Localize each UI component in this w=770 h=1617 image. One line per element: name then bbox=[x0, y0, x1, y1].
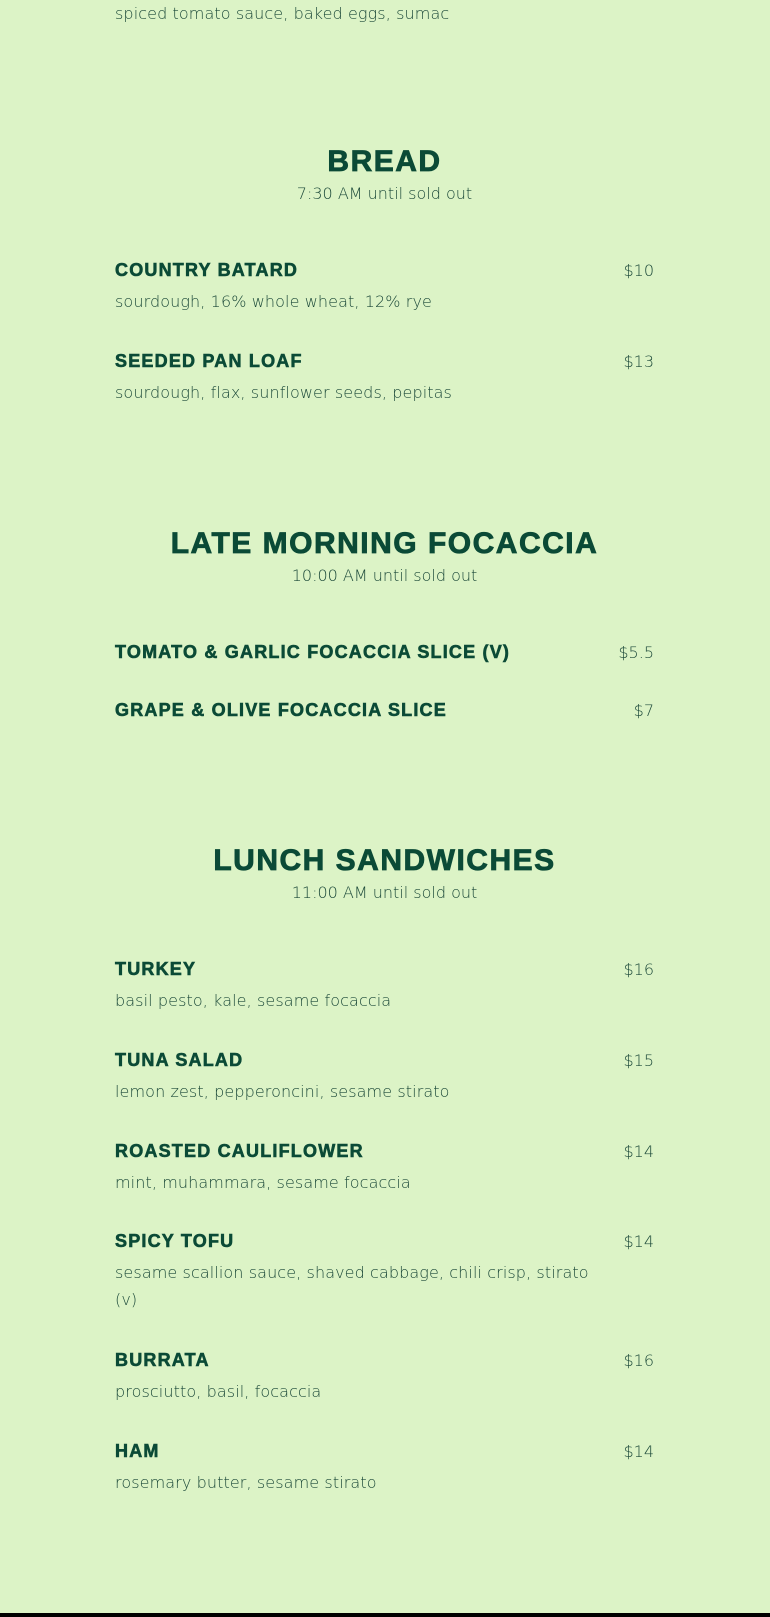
menu-item bbox=[115, 640, 654, 665]
menu-item bbox=[115, 698, 654, 723]
item-description: sourdough, flax, sunflower seeds, pepitas bbox=[115, 383, 452, 402]
item-price: $10 bbox=[623, 261, 654, 280]
item-name: GRAPE & OLIVE FOCACCIA SLICE bbox=[115, 700, 447, 720]
item-name: BURRATA bbox=[115, 1350, 210, 1370]
section-hours: 10:00 AM until sold out bbox=[291, 566, 478, 585]
section-hours: 11:00 AM until sold out bbox=[291, 883, 478, 902]
section-title: LUNCH SANDWICHES bbox=[213, 844, 556, 877]
menu-item bbox=[115, 1348, 654, 1405]
item-description: rosemary butter, sesame stirato bbox=[115, 1473, 377, 1492]
menu-item bbox=[115, 1139, 654, 1196]
bottom-edge-bar bbox=[0, 1613, 770, 1617]
item-name: SEEDED PAN LOAF bbox=[115, 351, 303, 371]
section-hours: 7:30 AM until sold out bbox=[296, 184, 473, 203]
item-name: HAM bbox=[115, 1441, 160, 1461]
item-price: $15 bbox=[623, 1051, 654, 1070]
item-name: TURKEY bbox=[115, 959, 197, 979]
menu-item bbox=[115, 1048, 654, 1105]
section-bread bbox=[115, 145, 654, 402]
item-name: COUNTRY BATARD bbox=[115, 260, 299, 280]
item-name: TOMATO & GARLIC FOCACCIA SLICE (V) bbox=[115, 642, 511, 662]
item-price: $13 bbox=[623, 352, 654, 371]
section-title: LATE MORNING FOCACCIA bbox=[170, 527, 599, 560]
item-price: $16 bbox=[623, 960, 654, 979]
item-price: $16 bbox=[623, 1351, 654, 1370]
section-late-morning-focaccia bbox=[115, 527, 654, 720]
menu-item bbox=[115, 1229, 654, 1313]
item-name: ROASTED CAULIFLOWER bbox=[115, 1141, 364, 1161]
item-price: $14 bbox=[623, 1232, 654, 1251]
item-name: SPICY TOFU bbox=[115, 1231, 235, 1251]
item-price: $14 bbox=[623, 1442, 654, 1461]
item-description: sourdough, 16% whole wheat, 12% rye bbox=[115, 292, 432, 311]
menu-item bbox=[115, 258, 654, 315]
menu-item bbox=[115, 349, 654, 406]
item-price: $7 bbox=[633, 701, 654, 720]
item-price: $14 bbox=[623, 1142, 654, 1161]
item-name: TUNA SALAD bbox=[115, 1050, 244, 1070]
previous-item-description: spiced tomato sauce, baked eggs, sumac bbox=[115, 4, 450, 23]
item-description: basil pesto, kale, sesame focaccia bbox=[115, 991, 392, 1010]
menu-item bbox=[115, 1439, 654, 1496]
section-lunch-sandwiches bbox=[115, 844, 654, 1492]
section-title: BREAD bbox=[327, 145, 442, 178]
item-price: $5.5 bbox=[618, 643, 654, 662]
menu-item bbox=[115, 957, 654, 1014]
item-description: mint, muhammara, sesame focaccia bbox=[115, 1173, 411, 1192]
item-description: sesame scallion sauce, shaved cabbage, chili crisp, stirato (v) bbox=[115, 1263, 589, 1309]
item-description: prosciutto, basil, focaccia bbox=[115, 1382, 322, 1401]
item-description: lemon zest, pepperoncini, sesame stirato bbox=[115, 1082, 450, 1101]
